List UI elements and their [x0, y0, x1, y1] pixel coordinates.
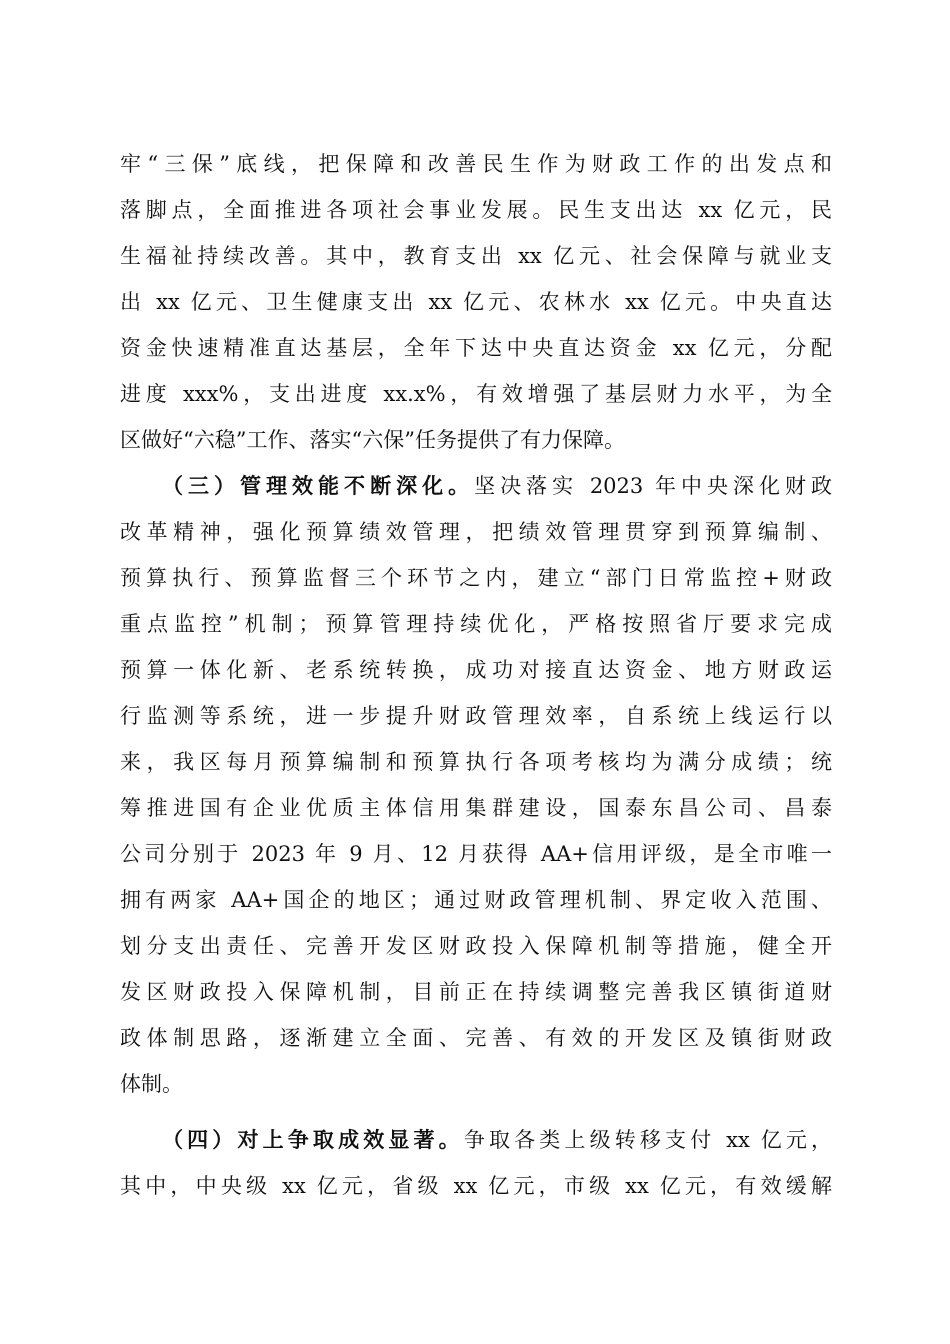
section-heading: （三）管理效能不断深化。: [162, 473, 475, 498]
paragraph-higher-level-funding: [120, 1117, 832, 1209]
heading-continuation: 争取各类上级转移支付 xx 亿元，: [463, 1128, 832, 1152]
text-line: 预算执行、预算监督三个环节之内，建立“部门日常监控+财政: [120, 566, 832, 590]
text-line: 重点监控”机制；预算管理持续优化，严格按照省厅要求完成: [120, 612, 832, 636]
text-line: 资金快速精准直达基层，全年下达中央直达资金 xx 亿元，分配: [120, 336, 832, 360]
text-line: 改革精神，强化预算绩效管理，把绩效管理贯穿到预算编制、: [120, 520, 832, 544]
text-line: 筹推进国有企业优质主体信用集群建设，国泰东昌公司、昌泰: [120, 796, 832, 820]
text-line: 出 xx 亿元、卫生健康支出 xx 亿元、农林水 xx 亿元。中央直达: [120, 290, 832, 314]
text-line: 牢“三保”底线，把保障和改善民生作为财政工作的出发点和: [120, 152, 832, 176]
text-line: [120, 463, 832, 509]
section-heading: （四）对上争取成效显著。: [162, 1127, 464, 1152]
text-line: 发区财政投入保障机制，目前正在持续调整完善我区镇街道财: [120, 980, 832, 1004]
text-line: 政体制思路，逐渐建立全面、完善、有效的开发区及镇街财政: [120, 1026, 832, 1050]
text-line: 预算一体化新、老系统转换，成功对接直达资金、地方财政运: [120, 658, 832, 682]
document-body: [120, 141, 832, 1209]
text-line: [120, 1117, 832, 1163]
text-line: 来，我区每月预算编制和预算执行各项考核均为满分成绩；统: [120, 750, 832, 774]
text-line: 体制。: [120, 1072, 183, 1096]
paragraph-management-efficiency: [120, 463, 832, 1107]
text-line: 进度 xxx%，支出进度 xx.x%，有效增强了基层财力水平，为全: [120, 382, 832, 406]
paragraph-livelihood: [120, 141, 832, 463]
text-line: 生福祉持续改善。其中，教育支出 xx 亿元、社会保障与就业支: [120, 244, 832, 268]
text-line: 划分支出责任、完善开发区财政投入保障机制等措施，健全开: [120, 934, 832, 958]
text-line: 落脚点，全面推进各项社会事业发展。民生支出达 xx 亿元，民: [120, 198, 832, 222]
text-line: 行监测等系统，进一步提升财政管理效率，自系统上线运行以: [120, 704, 832, 728]
text-line: 其中，中央级 xx 亿元，省级 xx 亿元，市级 xx 亿元，有效缓解: [120, 1174, 832, 1198]
text-line: 区做好“六稳”工作、落实“六保”任务提供了有力保障。: [120, 428, 625, 452]
text-line: 拥有两家 AA+国企的地区；通过财政管理机制、界定收入范围、: [120, 888, 832, 912]
text-line: 公司分别于 2023 年 9 月、12 月获得 AA+信用评级，是全市唯一: [120, 842, 832, 866]
paragraph-gap: [120, 1107, 832, 1117]
heading-continuation: 坚决落实 2023 年中央深化财政: [474, 474, 833, 498]
